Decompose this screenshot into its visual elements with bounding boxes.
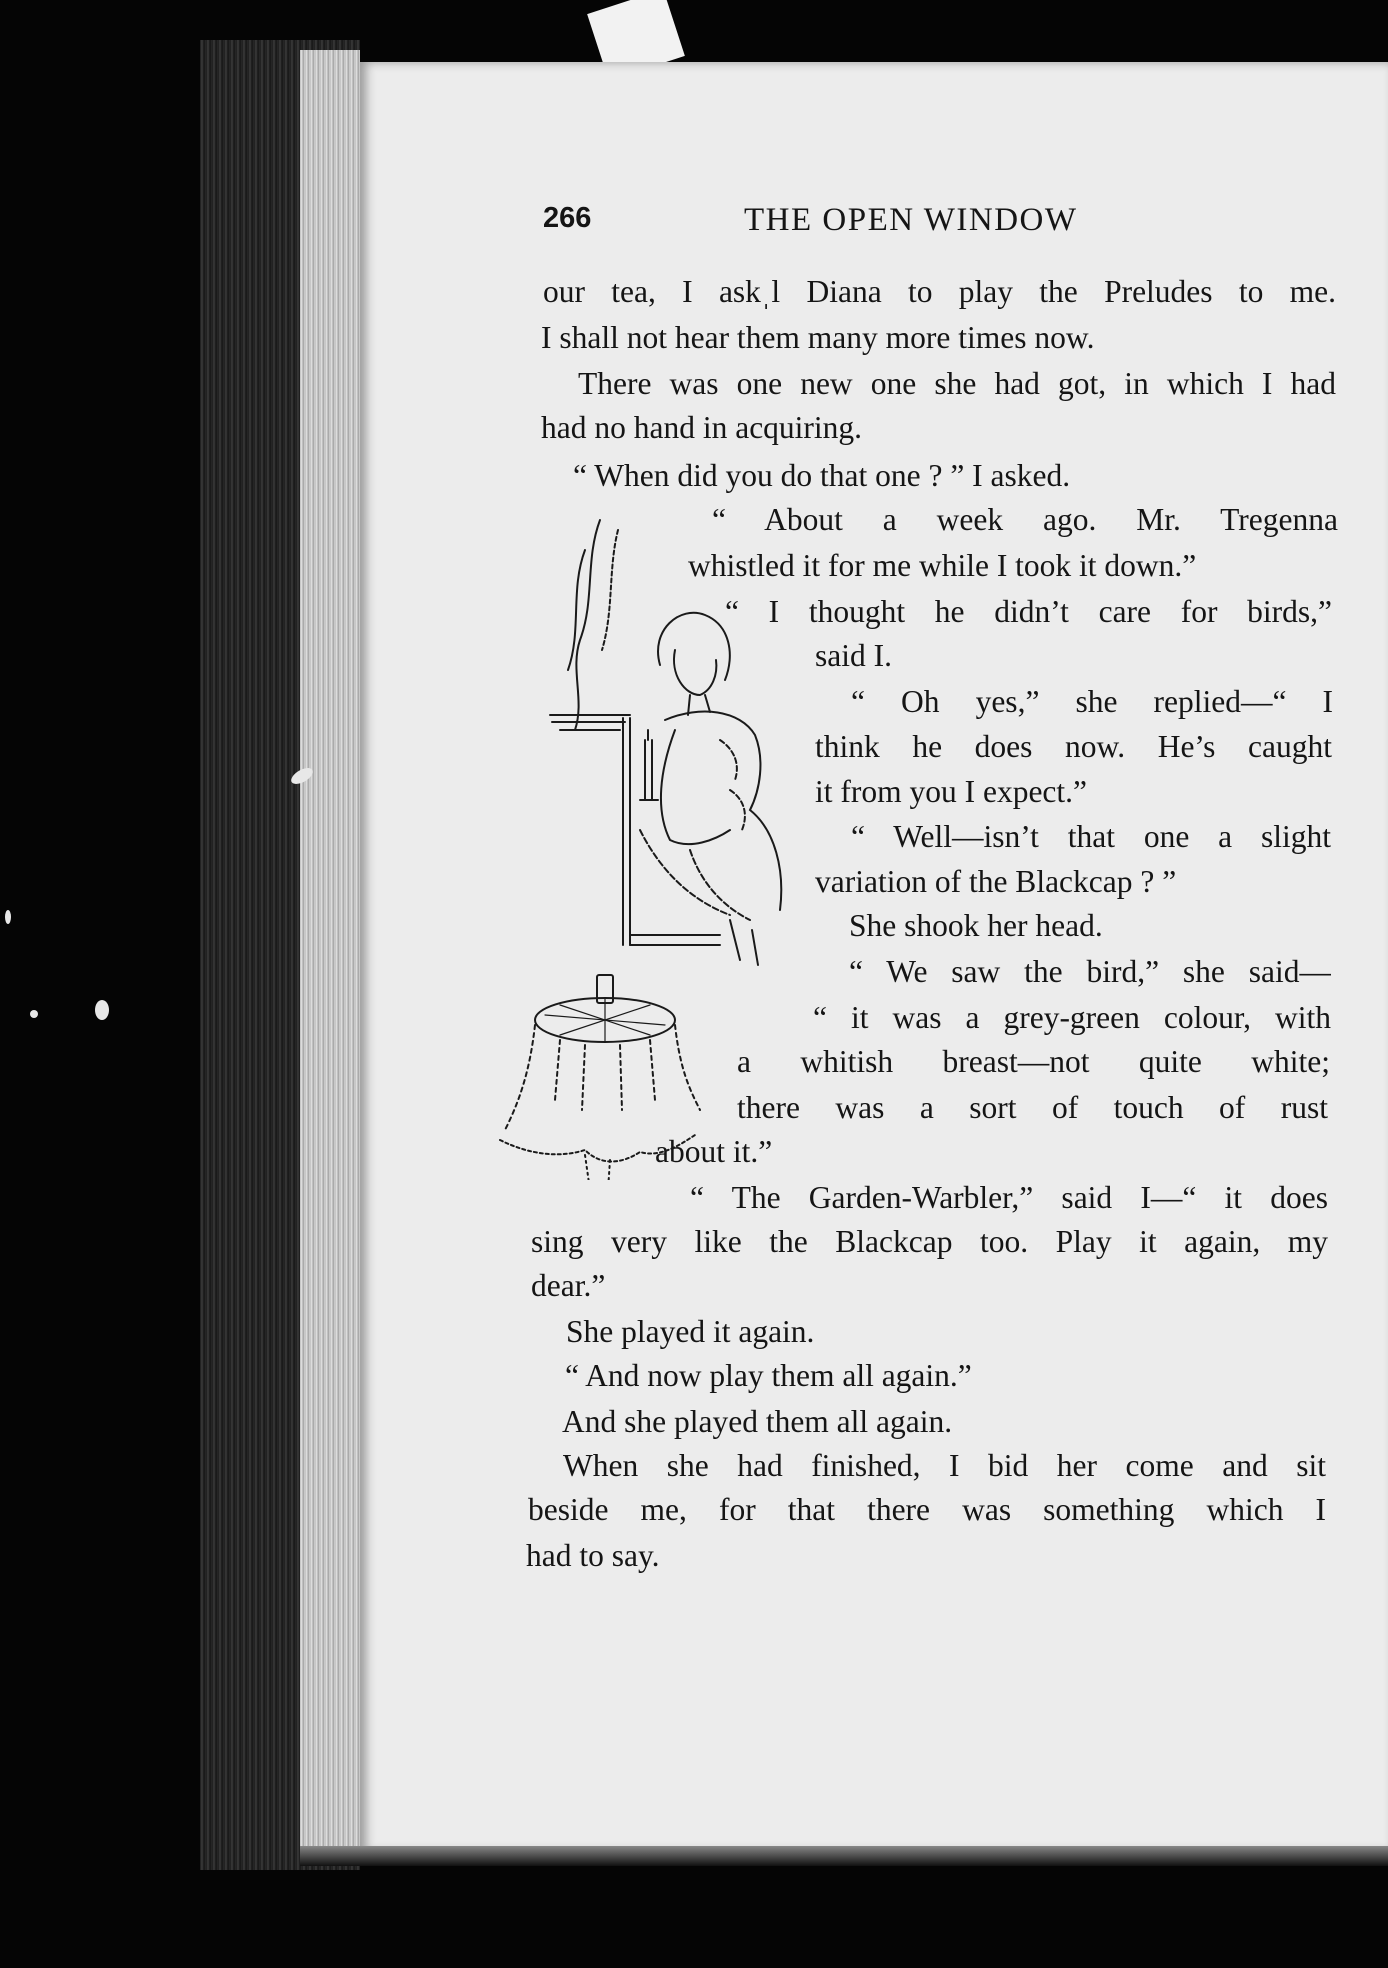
text-line: beside me, for that there was something which I xyxy=(528,1492,1326,1527)
text-line: She played it again. xyxy=(566,1314,815,1349)
dust-speck xyxy=(30,1010,38,1018)
text-line: sing very like the Blackcap too. Play it again, my xyxy=(531,1224,1328,1259)
woman-at-window-with-lamp-illustration xyxy=(490,490,850,1180)
folds xyxy=(730,920,758,965)
page-bottom-shadow xyxy=(300,1846,1388,1866)
text-line: “ We saw the bird,” she said— xyxy=(849,954,1331,989)
window-frame xyxy=(623,718,630,945)
text-line: dear.” xyxy=(531,1268,606,1303)
lamp-tablecloth-edge xyxy=(500,1135,695,1162)
text-line: “ About a week ago. Mr. Tregenna xyxy=(712,502,1338,537)
lamp-fringe xyxy=(505,1025,700,1130)
text-line: about it.” xyxy=(655,1134,773,1169)
window-ledge xyxy=(630,935,720,945)
page-stack-edges xyxy=(300,50,360,1860)
text-line: there was a sort of touch of rust xyxy=(737,1090,1328,1125)
text-line: “ And now play them all again.” xyxy=(565,1358,972,1393)
text-line: “ The Garden-Warbler,” said I—“ it does xyxy=(690,1180,1328,1215)
text-line: There was one new one she had got, in which I had xyxy=(578,366,1336,401)
curtain-drape xyxy=(575,520,600,730)
page-number: 266 xyxy=(543,202,592,234)
woman-arm xyxy=(661,730,730,844)
candle xyxy=(640,730,658,800)
text-line: And she played them all again. xyxy=(562,1404,953,1439)
text-line: said I. xyxy=(815,638,892,673)
text-line: whistled it for me while I took it down.” xyxy=(688,548,1197,583)
text-line: a whitish breast—not quite white; xyxy=(737,1044,1330,1079)
text-line: She shook her head. xyxy=(849,908,1103,943)
dust-speck xyxy=(5,910,11,924)
text-line: “ I thought he didn’t care for birds,” xyxy=(725,594,1332,629)
text-line: it from you I expect.” xyxy=(815,774,1088,809)
text-line: variation of the Blackcap ? ” xyxy=(815,864,1177,899)
text-line: When she had finished, I bid her come and sit xyxy=(563,1448,1326,1483)
lamp-shade-spokes xyxy=(545,998,665,1042)
text-line: our tea, I askˌl Diana to play the Preludes to me. xyxy=(543,274,1336,309)
text-line: “ Well—isn’t that one a slight xyxy=(851,819,1331,854)
curtain-fold xyxy=(602,530,618,650)
woman-hair xyxy=(658,613,730,680)
text-line: “ Oh yes,” she replied—“ I xyxy=(851,684,1333,719)
text-line: had to say. xyxy=(526,1538,660,1573)
window-sill xyxy=(550,715,630,730)
text-line: “ When did you do that one ? ” I asked. xyxy=(573,458,1071,493)
text-line: had no hand in acquiring. xyxy=(541,410,863,445)
text-line: I shall not hear them many more times now. xyxy=(541,320,1095,355)
text-line: think he does now. He’s caught xyxy=(815,729,1332,764)
dust-speck xyxy=(95,1000,109,1020)
woman-face xyxy=(674,650,716,695)
text-line: “ it was a grey-green colour, with xyxy=(813,1000,1331,1035)
running-head: THE OPEN WINDOW xyxy=(744,202,1078,238)
dress-ruffle xyxy=(720,740,745,830)
